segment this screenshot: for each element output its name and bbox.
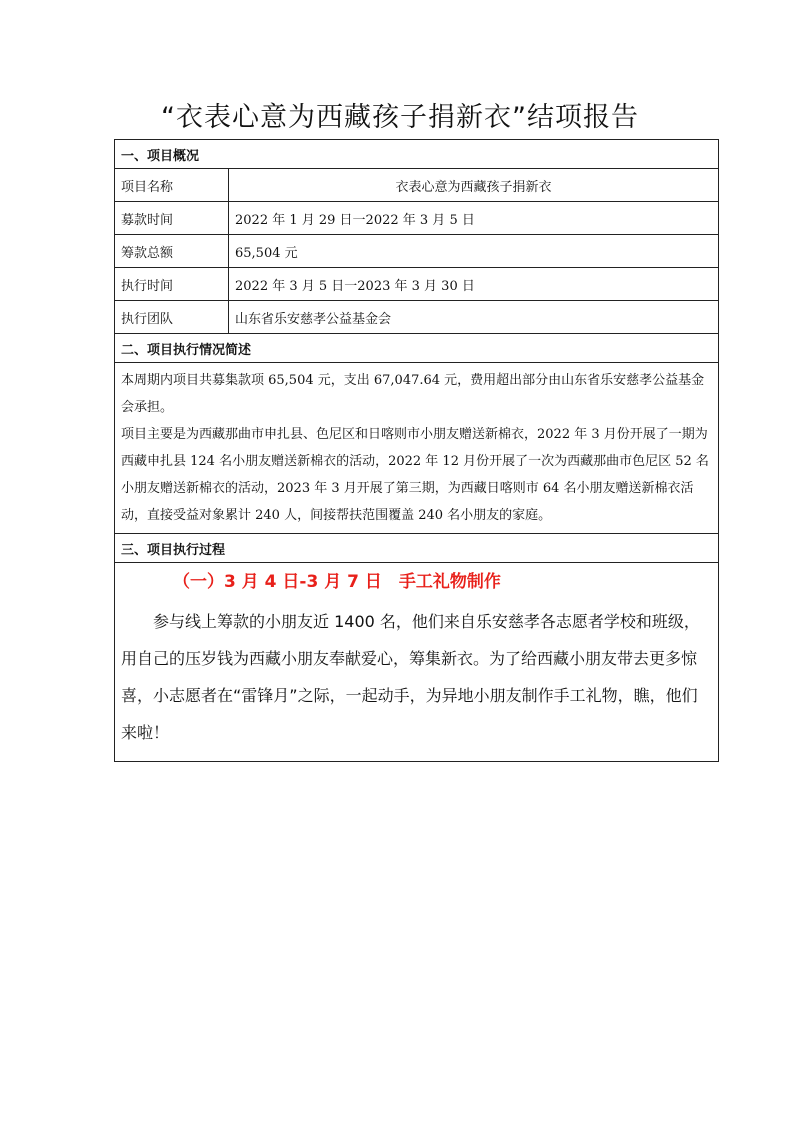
section-summary-row (115, 334, 719, 363)
row-value-execution-time: 2022 年 3 月 5 日一2023 年 3 月 30 日 (229, 268, 719, 301)
section-summary-heading: 二、项目执行情况简述 (115, 334, 719, 363)
row-label-project-name: 项目名称 (115, 169, 229, 202)
summary-body-row (115, 363, 719, 534)
process-body (115, 563, 719, 762)
section-process-row (115, 534, 719, 563)
table-row (115, 169, 719, 202)
table-row (115, 268, 719, 301)
summary-paragraph-1: 本周期内项目共募集款项 65,504 元，支出 67,047.64 元，费用超出部分由山东省乐安慈孝公益基金会承担。 (121, 373, 705, 415)
row-value-fundraising-time: 2022 年 1 月 29 日一2022 年 3 月 5 日 (229, 202, 719, 235)
process-body-row (115, 563, 719, 762)
report-title: “衣表心意为西藏孩子捐新衣”结项报告 (161, 102, 639, 133)
table-row (115, 235, 719, 268)
table-row (115, 301, 719, 334)
table-row (115, 202, 719, 235)
row-label-fundraising-time: 募款时间 (115, 202, 229, 235)
row-label-execution-time: 执行时间 (115, 268, 229, 301)
summary-paragraph-2: 项目主要是为西藏那曲市申扎县、色尼区和日喀则市小朋友赠送新棉衣，2022 年 3 月份开展了一期为西藏申扎县 124 名小朋友赠送新棉衣的活动，2022 年 12 月份开展了一次为西藏那曲市色尼区 52 名小朋友赠送新棉衣的活动，2023 年 3 月开展了第三期，为西藏日喀则市 64 名小朋友赠送新棉衣活动，直接受益对象累计 240 人，间接帮扶范围覆盖 240 名小朋友的家庭。 (121, 427, 709, 523)
row-label-team: 执行团队 (115, 301, 229, 334)
process-text: 参与线上筹款的小朋友近 1400 名，他们来自乐安慈孝各志愿者学校和班级，用自己的压岁钱为西藏小朋友奉献爱心，筹集新衣。为了给西藏小朋友带去更多惊喜，小志愿者在“雷锋月”之际，一起动手，为异地小朋友制作手工礼物，瞧，他们来啦！ (121, 612, 700, 742)
section-overview-heading: 一、项目概况 (115, 140, 719, 169)
section-process-heading: 三、项目执行过程 (115, 534, 719, 563)
row-value-team: 山东省乐安慈孝公益基金会 (229, 301, 719, 334)
row-label-total-amount: 筹款总额 (115, 235, 229, 268)
row-value-total-amount: 65,504 元 (229, 235, 719, 268)
summary-body (115, 363, 719, 534)
process-subheading: （一）3 月 4 日-3 月 7 日 手工礼物制作 (173, 572, 501, 592)
row-value-project-name: 衣表心意为西藏孩子捐新衣 (229, 169, 719, 202)
section-overview-row (115, 140, 719, 169)
report-table (114, 139, 719, 762)
